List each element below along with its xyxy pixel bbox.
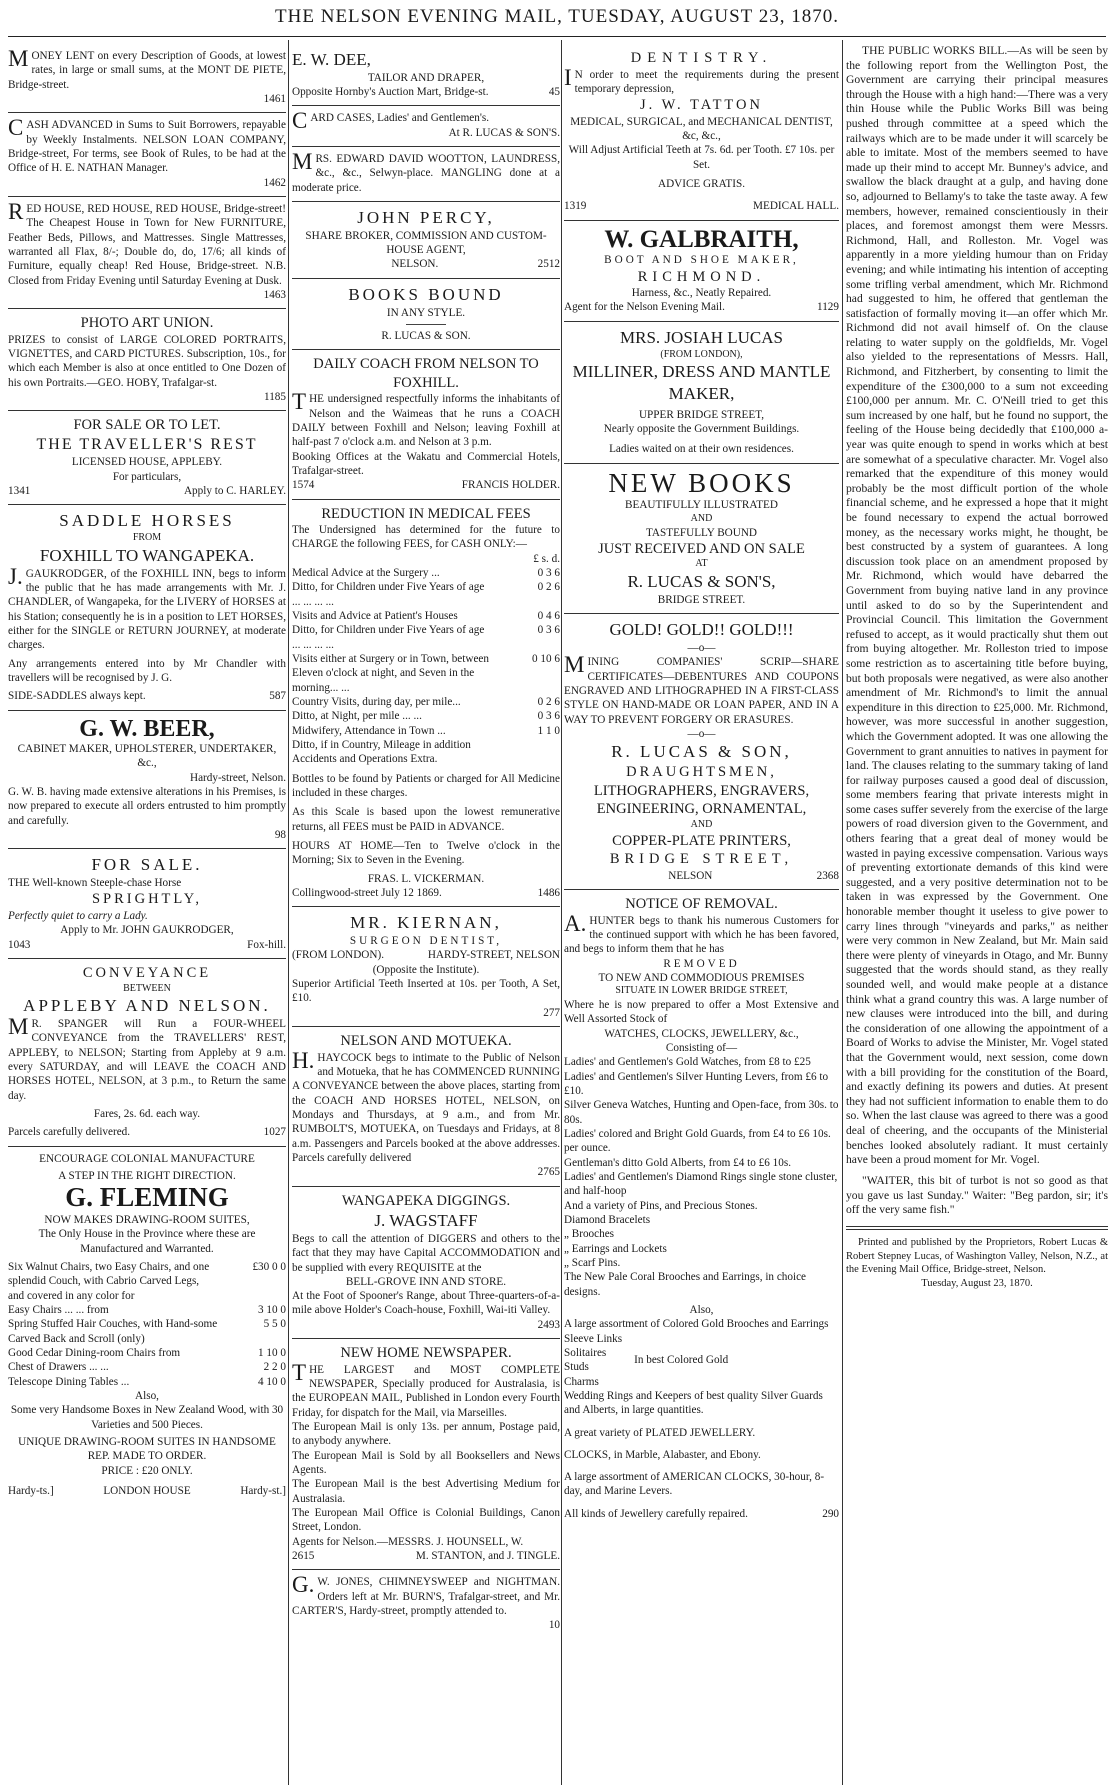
list-item xyxy=(8,1317,286,1346)
ad-notice-of-removal xyxy=(564,890,839,1527)
item-price: 0 2 6 xyxy=(537,581,560,594)
ad-text: The Undersigned has determined for the future to CHARGE the following FEES, for CASH ONLY:— xyxy=(292,524,560,551)
ad-text: Any arrangements entered into by Mr Chandler with travellers will be recognised by J. G. xyxy=(8,657,286,685)
price-list xyxy=(8,1260,286,1389)
list-item xyxy=(8,1375,286,1389)
list-item: Gentleman's ditto Gold Alberts, from £4 to £6 10s. xyxy=(564,1156,791,1169)
ad-number: 1129 xyxy=(817,301,839,314)
ad-text: (Opposite the Institute). xyxy=(372,963,480,976)
ad-name: MR. KIERNAN, xyxy=(350,913,502,933)
ad-text: H.HAYCOCK begs to intimate to the Public of Nelson and Motueka, that he has COMMENCED RUNNING A CONVEYANCE between the above places, starting from the COACH AND HORSES HOTEL, NELSON, on Mondays and Thursdays, at 9 a.m., and from Mr. RUMBOLT'S, MOTUEKA, on Tuesdays and Fridays, at 8 a.m. Passengers and Parcels booked at the above addresses. Parcels carefully delivered xyxy=(292,1047,560,1164)
list-item xyxy=(292,566,560,580)
ad-number: 1027 xyxy=(263,1126,286,1139)
item-price: 1 1 0 xyxy=(537,724,560,737)
ad-subtitle: SURGEON DENTIST, xyxy=(349,935,503,948)
list-item: Sleeve Links xyxy=(564,1332,623,1345)
ad-text: Agents for Nelson.—MESSRS. J. HOUNSELL, W. xyxy=(292,1535,524,1548)
ad-text: Begs to call the attention of DIGGERS and others to the fact that they may have Capital ACCOMMODATION and be supplied with every REQUISITE at the xyxy=(292,1232,560,1274)
ad-subtitle: TAILOR AND DRAPER, xyxy=(367,71,485,84)
ad-text: FROM xyxy=(132,532,162,544)
ad-text: Apply to C. HARLEY. xyxy=(183,485,286,498)
ad-text: Booking Offices at the Wakatu and Commercial Hotels, Trafalgar-street. xyxy=(292,450,560,477)
ad-text: THE LARGEST and MOST COMPLETE NEWSPAPER, Specially produced for Australasia, is the EUROPEAN MAIL, Published in London every Fourth Friday, for dispatch for the Mail, via Marseilles. xyxy=(292,1359,560,1419)
list-item xyxy=(8,1303,286,1317)
ad-text: BETWEEN xyxy=(123,982,171,994)
ad-number: 1486 xyxy=(537,887,560,899)
list-item xyxy=(292,609,560,623)
ad-address: HARDY-STREET, NELSON xyxy=(427,949,560,962)
ad-card-cases xyxy=(292,106,560,147)
ad-title: FOR SALE. xyxy=(91,855,203,875)
ad-text: In best Colored Gold xyxy=(634,1354,729,1367)
ad-text: Some very Handsome Boxes in New Zealand Wood, with 30 Varieties and 500 Pieces. xyxy=(10,1404,284,1431)
ad-text: CARD CASES, Ladies' and Gentlemen's. xyxy=(292,108,490,134)
ad-wangapeka-diggings xyxy=(292,1187,560,1340)
ad-gold-lucas xyxy=(564,614,839,890)
column-1 xyxy=(8,44,286,1784)
ad-text: Ladies waited on at their own residences. xyxy=(609,443,794,456)
ad-text: MONEY LENT on every Description of Goods, at lowest rates, in large or small sums, at the MONT DE PIETE, Bridge-street. xyxy=(8,46,286,91)
ad-subtitle: JUST RECEIVED AND ON SALE xyxy=(598,540,805,557)
list-item: Ladies' colored and Bright Gold Guards, from £4 to £6 10s. per ounce. xyxy=(564,1127,831,1155)
item-description: Six Walnut Chairs, two Easy Chairs, and one splendid Couch, with Cabrio Carved Legs, and covered in any color for xyxy=(8,1261,210,1302)
ad-text: G.W. JONES, CHIMNEYSWEEP and NIGHTMAN. Orders left at Mr. BURN'S, Trafalgar-street, and Mr. CARTER'S, Hardy-street, promptly attended to. xyxy=(292,1572,560,1617)
ad-title: ENCOURAGE COLONIAL MANUFACTURE xyxy=(39,1152,255,1165)
ad-text: Fox-hill. xyxy=(247,938,286,951)
ad-text: Harness, &c., Neatly Repaired. xyxy=(631,287,772,300)
column-rule xyxy=(288,40,289,1785)
list-item: Solitaires xyxy=(564,1346,607,1359)
ad-text: MR. SPANGER will Run a FOUR-WHEEL CONVEYANCE from the TRAVELLERS' REST, APPLEBY, to NELSON; Starting from Appleby at 9 a.m. every SATURDAY, and will LEAVE the COACH AND HORSES HOTEL, NELSON, at 3 p.m., to Return the same day. xyxy=(8,1014,286,1102)
imprint: Printed and published by the Proprietors, Robert Lucas & Robert Stepney Lucas, of Washington Valley, Nelson, N.Z., at the Evening Mail Office, Bridge-street, Nelson. xyxy=(846,1237,1108,1276)
ad-text: G. W. B. having made extensive alterations in his Premises, is now prepared to execute all orders entrusted to him promptly and carefully. xyxy=(8,786,286,827)
ad-subtitle: FOXHILL TO WANGAPEKA. xyxy=(39,545,255,565)
ad-text: Apply to Mr. JOHN GAUKRODGER, xyxy=(60,924,234,937)
ad-subtitle: UNIQUE DRAWING-ROOM SUITES IN HANDSOME REP. MADE TO ORDER. xyxy=(18,1435,276,1463)
list-item: Ladies' and Gentlemen's Diamond Rings single stone cluster, and half-hoop xyxy=(564,1170,838,1198)
list-item xyxy=(8,1346,286,1360)
ad-text: AND xyxy=(690,818,713,830)
ad-subtitle: A STEP IN THE RIGHT DIRECTION. xyxy=(58,1170,236,1183)
item-price: 0 10 6 xyxy=(532,653,560,666)
ad-title: NEW BOOKS xyxy=(608,467,795,498)
ad-title: DENTISTRY. xyxy=(630,50,773,66)
item-price: £30 0 0 xyxy=(252,1261,286,1274)
ad-text: Consisting of— xyxy=(665,1041,738,1054)
ad-money-lent xyxy=(8,44,286,113)
item-description: Easy Chairs ... ... from xyxy=(8,1304,109,1317)
list-item xyxy=(292,580,560,609)
ad-text: SITUATE IN LOWER BRIDGE STREET, xyxy=(615,985,788,997)
list-item: „ Scarf Pins. xyxy=(564,1256,621,1269)
item-description: Ditto, for Children under Five Years of age ... ... ... ... xyxy=(292,581,485,608)
ad-number: 1463 xyxy=(263,288,286,301)
column-2 xyxy=(292,44,560,1784)
list-item: Ladies' and Gentlemen's Gold Watches, from £8 to £25 xyxy=(564,1056,811,1069)
ad-number: 277 xyxy=(543,1006,560,1019)
ad-name: JOHN PERCY, xyxy=(357,208,495,228)
ad-text: MEDICAL HALL. xyxy=(753,200,839,213)
ad-text: The European Mail is the best Advertising Medium for Australasia. xyxy=(292,1478,560,1505)
ad-number: 45 xyxy=(548,86,560,99)
ad-text: FRAS. L. VICKERMAN. xyxy=(367,872,485,885)
fee-columns: £ s. d. xyxy=(533,552,560,565)
ad-text: (FROM LONDON). xyxy=(292,949,384,962)
ad-name: W. GALBRAITH, xyxy=(604,225,799,253)
ad-text: LONDON HOUSE xyxy=(103,1484,191,1497)
item-description: Good Cedar Dining-room Chairs from xyxy=(8,1347,181,1359)
ad-title: GOLD! GOLD!! GOLD!!! xyxy=(609,620,794,640)
ad-text: TASTEFULLY BOUND xyxy=(646,526,757,539)
ad-text: Superior Artificial Teeth Inserted at 10s. per Tooth, A Set, £10. xyxy=(292,978,560,1005)
ad-subtitle: APPLEBY AND NELSON. xyxy=(23,996,271,1016)
ad-text: A great variety of PLATED JEWELLERY. xyxy=(564,1426,756,1439)
ad-text: AND xyxy=(690,512,713,524)
ad-number: 2765 xyxy=(537,1166,560,1179)
ad-text: Wedding Rings and Keepers of best quality Silver Guards and Alberts, in large quantities. xyxy=(564,1389,823,1417)
ad-photo-art-union xyxy=(8,309,286,411)
ad-text: IN order to meet the requirements during the present temporary depression, xyxy=(564,64,839,95)
ad-name: R. LUCAS & SON, xyxy=(611,742,792,762)
ad-number: 1043 xyxy=(8,938,31,951)
ad-wootton-laundress xyxy=(292,147,560,202)
ad-text: Fares, 2s. 6d. each way. xyxy=(93,1108,201,1121)
ad-title: CONVEYANCE xyxy=(82,964,212,981)
ad-title: WANGAPEKA DIGGINGS. xyxy=(341,1192,511,1209)
fee-list xyxy=(292,566,560,767)
ad-text: Also, xyxy=(689,1303,714,1316)
ad-text: CASH ADVANCED in Sums to Suit Borrowers, repayable by Weekly Instalments. NELSON LOAN COMPANY, Bridge-street, For terms, see Book of Rules, to be had at the Office of H. E. NATHAN Manager. xyxy=(8,115,286,175)
ad-text: Where he is now prepared to offer a Most Extensive and Well Assorted Stock of xyxy=(564,998,839,1026)
ad-subtitle: LICENSED HOUSE, APPLEBY. xyxy=(71,456,223,469)
item-price: 0 2 6 xyxy=(537,696,560,709)
ad-text: Hardy-ts.] xyxy=(8,1484,54,1497)
ad-subtitle: SHARE BROKER, COMMISSION AND CUSTOM-HOUSE AGENT, xyxy=(305,229,547,257)
ad-text: HOURS AT HOME—Ten to Twelve o'clock in the Morning; Six to Seven in the Evening. xyxy=(292,840,560,867)
ad-dentistry xyxy=(564,44,839,221)
ad-number: 1574 xyxy=(292,479,315,492)
ad-for-sale-or-let xyxy=(8,411,286,505)
list-item: Silver Geneva Watches, Hunting and Open-face, from 30s. to 80s. xyxy=(564,1099,839,1126)
item-description: Midwifery, Attendance in Town ... xyxy=(292,724,446,737)
article-waiter-joke: "WAITER, this bit of turbot is not so good as that you gave us last Sunday." Waiter: "Beg pardon, sir; it's off the very same fish." xyxy=(846,1173,1108,1217)
ad-text: SIDE-SADDLES always kept. xyxy=(8,690,146,703)
list-item xyxy=(292,709,560,723)
ad-name: E. W. DEE, xyxy=(292,50,371,69)
ad-text: Collingwood-street July 12 1869. xyxy=(292,887,442,899)
ad-medical-fees xyxy=(292,500,560,908)
ad-daily-coach xyxy=(292,350,560,499)
list-item xyxy=(292,724,560,738)
item-description: Ditto, if in Country, Mileage in addition Accidents and Operations Extra. xyxy=(292,739,471,766)
ad-name: SPRIGHTLY, xyxy=(91,891,203,908)
ad-text: RED HOUSE, RED HOUSE, RED HOUSE, Bridge-street! The Cheapest House in Town for New FURNITURE, Feather Beds, Pillows, and Mattresses. Single Mattresses, warranted all Flax, 8/-; Double do, do, 17/6; all kinds of Furniture, equally cheap! Red House, Bridge-street. N.B. Closed from Friday Evening until Saturday Evening at Dusk. xyxy=(8,198,286,287)
ad-title: SADDLE HORSES xyxy=(59,511,235,531)
ad-cash-advanced xyxy=(8,113,286,197)
goods-group xyxy=(564,1332,622,1389)
list-item xyxy=(292,652,560,695)
ad-name: G. FLEMING xyxy=(65,1182,229,1213)
ad-price: PRICE : £20 ONLY. xyxy=(101,1464,193,1477)
ad-name: THE TRAVELLER'S REST xyxy=(36,435,258,453)
ad-text: A large assortment of AMERICAN CLOCKS, 30-hour, 8-day, and Marine Levers. xyxy=(564,1471,825,1498)
ad-text: A large assortment of Colored Gold Brooches and Earrings xyxy=(564,1318,829,1331)
ad-jones-chimneysweep xyxy=(292,1570,560,1638)
ad-text: All kinds of Jewellery carefully repaired. xyxy=(564,1507,748,1520)
item-price: 2 2 0 xyxy=(263,1361,286,1374)
ad-text: PRIZES to consist of LARGE COLORED PORTRAITS, VIGNETTES, and CARD PICTURES. Subscription, 10s., for which each Member is also at once entitled to One Dozen of his own Portraits.—GEO. HOBY, Trafalgar-st. xyxy=(8,333,286,389)
ad-text: The Only House in the Province where these are Manufactured and Warranted. xyxy=(38,1228,256,1255)
ad-title: NEW HOME NEWSPAPER. xyxy=(340,1345,512,1362)
ad-galbraith xyxy=(564,221,839,322)
ad-saddle-horses xyxy=(8,505,286,710)
list-item: Studs xyxy=(564,1361,589,1374)
ad-title: BOOKS BOUND xyxy=(348,284,504,304)
ad-text: Perfectly quiet to carry a Lady. xyxy=(8,910,148,922)
item-price: 0 4 6 xyxy=(537,610,560,623)
ad-subtitle: NOW MAKES DRAWING-ROOM SUITES, xyxy=(44,1214,250,1227)
ad-text: R. LUCAS & SON. xyxy=(381,329,471,342)
ad-text: ENGINEERING, ORNAMENTAL, xyxy=(596,801,807,818)
ad-subtitle: WATCHES, CLOCKS, JEWELLERY, &c., xyxy=(604,1027,799,1040)
ad-text: THE undersigned respectfully informs the inhabitants of Nelson and the Waimeas that he runs a COACH DAILY between Foxhill and Nelson; leaving Foxhill at half-past 7 o'clock a.m. and Nelson at 3 p.m. xyxy=(292,389,560,449)
item-price: 4 10 0 xyxy=(258,1375,286,1388)
item-price: 3 10 0 xyxy=(258,1304,286,1317)
ad-text: At the Foot of Spooner's Range, about Three-quarters-of-a-mile above Holder's Coach-house, Foxhill, Wai-iti Valley. xyxy=(292,1290,560,1317)
ad-title: NOTICE OF REMOVAL. xyxy=(625,896,778,912)
ad-name: R. LUCAS & SON'S, xyxy=(627,572,776,592)
ad-books-bound xyxy=(292,279,560,350)
ad-number: 1319 xyxy=(564,200,587,213)
ad-number: 1185 xyxy=(264,391,286,404)
ad-text: Will Adjust Artificial Teeth at 7s. 6d. per Tooth. £7 10s. per Set. xyxy=(568,144,835,171)
list-item: The New Pale Coral Brooches and Earrings, in choice designs. xyxy=(564,1271,807,1298)
ad-red-house xyxy=(8,197,286,309)
ad-address: UPPER BRIDGE STREET, xyxy=(638,408,765,421)
item-description: Medical Advice at the Surgery ... xyxy=(292,567,440,580)
column-rule xyxy=(561,40,562,1785)
ad-title: PHOTO ART UNION. xyxy=(80,315,214,332)
ad-text: MRS. EDWARD DAVID WOOTTON, LAUNDRESS, &c., &c., Selwyn-place. MANGLING done at a moderate price. xyxy=(292,149,560,194)
ad-kiernan-dentist xyxy=(292,907,560,1027)
ad-name: J. W. TATTON xyxy=(640,97,763,114)
item-description: Chest of Drawers ... ... xyxy=(8,1361,109,1374)
ad-text: MINING COMPANIES' SCRIP—SHARE CERTIFICATES—DEBENTURES AND COUPONS ENGRAVED AND LITHOGRAPHED IN A FIRST-CLASS STYLE ON HAND-MADE OR LOAN PAPER, AND IN A WAY TO PREVENT FORGERY OR ERASURES. xyxy=(564,652,839,726)
item-price: 1 10 0 xyxy=(258,1347,286,1359)
ad-text: (FROM LONDON), xyxy=(660,348,743,360)
ad-number: 1461 xyxy=(263,92,286,105)
ad-conveyance xyxy=(8,959,286,1147)
ad-subtitle: BOOT AND SHOE MAKER, xyxy=(604,254,799,267)
ad-new-home-newspaper xyxy=(292,1339,560,1570)
list-item xyxy=(8,1260,286,1303)
ad-text: The European Mail is only 13s. per annum, Postage paid, to anybody anywhere. xyxy=(292,1421,560,1448)
ad-address: Hardy-street, Nelson. xyxy=(190,771,286,784)
column-rule xyxy=(842,40,843,1785)
ad-subtitle: CABINET MAKER, UPHOLSTERER, UNDERTAKER, &c., xyxy=(17,743,277,770)
list-item: Diamond Bracelets xyxy=(564,1213,651,1226)
ad-text: At R. LUCAS & SON'S. xyxy=(448,126,560,139)
ad-text: ADVICE GRATIS. xyxy=(657,178,745,191)
goods-list xyxy=(564,1055,839,1299)
ad-text: A.HUNTER begs to thank his numerous Customers for the continued support with which he has been favored, and begs to inform them that he has xyxy=(564,910,839,956)
item-description: Visits and Advice at Patient's Houses xyxy=(292,610,458,623)
ad-subtitle: MEDICAL, SURGICAL, and MECHANICAL DENTIST, &c, &c., xyxy=(570,115,833,143)
item-description: Visits either at Surgery or in Town, between Eleven o'clock at night, and Seven in the morning... ... xyxy=(292,653,489,694)
ad-nelson-motueka xyxy=(292,1027,560,1187)
ad-number: 10 xyxy=(548,1619,560,1632)
ad-number: 1462 xyxy=(263,176,286,189)
list-item xyxy=(292,695,560,709)
ad-text: CLOCKS, in Marble, Alabaster, and Ebony. xyxy=(564,1448,761,1461)
item-price: 0 3 6 xyxy=(537,567,560,580)
item-description: Ditto, for Children under Five Years of age ... ... ... ... xyxy=(292,624,485,651)
item-description: Ditto, at Night, per mile ... ... xyxy=(292,710,422,723)
article-public-works-bill: THE PUBLIC WORKS BILL.—As will be seen by the following report from the Wellington Post, the Government are carrying their principal measures through the House with a high hand:—There was a very thin House while the Public Works Bill was being pushed through committee at a speed which the railways which are to be made under it will scarcely be able to imitate. Most of the members seemed to have made up their mind to accept Mr. Bunney's advice, and swallow the black draught at a gulp, and having done so, adjourned to Bellamy's to take the taste away. A few members, however, remained conscientiously in their places, and foremost amongst them were Messrs. Richmond, Hall, and Rolleston. Mr. Vogel was apparently in a more yielding humour than on Friday evening; and while intimating his intention of accepting some trifling verbal amendment, which Mr. Richmond had suggested to him, he offered that gentleman the satisfaction of formally moving it—an offer which Mr. Richmond did not avail himself of. On the clause relating to water supply on the goldfields, Mr. Vogel also yielded to the representations of Messrs. Hall, Richmond, and Fitzherbert, by consenting to limit the expenditure of the £300,000 to a sum not exceeding £100,000 per annum. Mr. C. O'Neill tried to get this sum increased by one half, but he found no support, the feeling of the House being decidedly that £100,000 a-year was quite enough to spend in works which at best are somewhat of a speculative character. Mr. Vogel also remarked that the expenditure of this money would probably be the most difficult portion of the whole financial scheme, and he expressed a hope that it might be found necessary to expend the actual borrowed money, as the necessary works might, he thought, be best constructed by a system of guarantees. A long discussion took place on an amendment proposed by Mr. Richmond, which would have debarred the Government from buying native land in any province until asked to do so by the Superintendent and Provincial Council. This limitation the Government refused to accept, as it would practically shut them out from buying altogether. Mr. Rolleston tried to impose some restriction as to ascertaining title before buying, but both proposals were negatived, as were also another amendment of Mr. Richmond's to limit the annual expenditure in this direction to £25,000. Mr. Richmond, however, was more successful in another suggestion, which the Government adopted. It was one allowing the Government to grant annuities to natives in payment for land. The clauses relating to the summary taking of land for railway purposes caused a good deal of discussion, some members fearing that private interests might in some cases suffer severely from the exercise of the large powers of road diversion given to the Government, and others fearing that a great deal of money would be wasted in paying excessive compensation. Various ways of preventing extortionate demands of this kind were suggested, and a very positive determination not to be taken in was expressed by the Government. One honorable member thought it useless to give power to carry lines through "vineyards and parks," as neither were very common in New Zealand, but Mr. Main said there were plenty of vineyards in Otago, and Mr. Bunny suggested that the words should stand, as they really sounded well, and would make people at a distance think what a grand country this was. A large number of new clauses were introduced into the bill, and during the consideration of one allowing the appointment of a Board of Works to advise the Minister, Mr. Vogel stated that the Government would, next session, come down with a bill providing for the constitution of the Board, and exactly defining its powers and duties. At present they had not sufficient information to enable them to do so. When the last clause was agreed to there was a good deal of cheering, and the occupants of the Ministerial benches looked absolutely radiant. It must certainly have been a proud moment for Mr. Vogel. xyxy=(846,44,1108,1167)
column-4 xyxy=(846,44,1108,1784)
ad-text: For particulars, xyxy=(112,470,182,483)
list-item: Charms xyxy=(564,1375,599,1388)
ad-number: 2368 xyxy=(816,869,839,882)
ad-mrs-lucas xyxy=(564,322,839,464)
list-item: „ Brooches xyxy=(564,1228,615,1241)
list-item: Ladies' and Gentlemen's Silver Hunting Levers, from £6 to £10. xyxy=(564,1070,829,1097)
ad-text: NELSON. xyxy=(391,258,439,271)
ad-text: Parcels carefully delivered. xyxy=(8,1126,131,1139)
divider-o: —o— xyxy=(687,728,716,741)
ad-text: Also, xyxy=(135,1389,159,1402)
ad-text: COPPER-PLATE PRINTERS, xyxy=(612,832,791,849)
imprint-date: Tuesday, August 23, 1870. xyxy=(921,1277,1033,1289)
ad-title: NELSON AND MOTUEKA. xyxy=(340,1033,512,1050)
divider xyxy=(846,1226,1108,1230)
ad-new-books xyxy=(564,464,839,615)
ad-beer-cabinet xyxy=(8,711,286,850)
ad-subtitle: TO NEW AND COMMODIOUS PREMISES xyxy=(598,971,805,984)
ad-number: 98 xyxy=(274,829,286,842)
ad-text: THE Well-known Steeple-chase Horse xyxy=(8,877,182,890)
ad-text: Agent for the Nelson Evening Mail. xyxy=(564,301,725,314)
item-description: Spring Stuffed Hair Couches, with Hand-some Carved Back and Scroll (only) xyxy=(8,1318,218,1345)
list-item: „ Earrings and Lockets xyxy=(564,1242,667,1255)
masthead-rule xyxy=(8,36,1106,37)
ad-text: AT xyxy=(695,558,708,570)
ad-number: 587 xyxy=(269,690,286,703)
item-price: 5 5 0 xyxy=(263,1318,286,1331)
ad-number: 2512 xyxy=(537,258,560,271)
list-item: And a variety of Pins, and Precious Stones. xyxy=(564,1199,758,1212)
item-price xyxy=(492,738,560,767)
ad-text: DRAUGHTSMEN, xyxy=(626,764,777,781)
ad-subtitle: BELL-GROVE INN AND STORE. xyxy=(345,1275,507,1288)
ad-fleming xyxy=(8,1147,286,1505)
ad-number: 2615 xyxy=(292,1549,315,1562)
ad-text: FRANCIS HOLDER. xyxy=(461,479,560,492)
ad-title: FOR SALE OR TO LET. xyxy=(73,417,221,434)
item-price: 0 3 6 xyxy=(537,624,560,637)
ad-text: Bottles to be found by Patients or charged for All Medicine included in these charges. xyxy=(292,772,560,800)
list-item xyxy=(292,623,560,652)
column-3 xyxy=(564,44,839,1784)
ad-text: BEAUTIFULLY ILLUSTRATED xyxy=(625,499,778,512)
ad-text: NELSON xyxy=(668,869,713,882)
masthead: THE NELSON EVENING MAIL, TUESDAY, AUGUST 23, 1870. xyxy=(275,6,839,27)
ad-text: REMOVED xyxy=(663,957,740,970)
item-description: Country Visits, during day, per mile... xyxy=(292,696,461,709)
ad-text: Nearly opposite the Government Buildings. xyxy=(603,423,800,436)
ad-text: The European Mail is Sold by all Booksellers and News Agents. xyxy=(292,1449,560,1476)
ad-number: 290 xyxy=(822,1507,839,1520)
item-price: 0 3 6 xyxy=(537,710,560,723)
ad-number: 2493 xyxy=(537,1318,560,1331)
ad-for-sale-horse xyxy=(8,849,286,959)
ad-name: J. WAGSTAFF xyxy=(374,1211,478,1231)
list-item xyxy=(292,738,560,767)
ad-text: M. STANTON, and J. TINGLE. xyxy=(415,1549,560,1562)
ad-text: J.GAUKRODGER, of the FOXHILL INN, begs to inform the public that he has made arrangements with Mr. J. CHANDLER, of Wangapeka, for the LIVERY of HORSES at his Station; consequently he is in a position to LET HORSES, either for the SINGLE or RETURN JOURNEY, at moderate charges. xyxy=(8,563,286,652)
divider-o: —o— xyxy=(687,642,716,655)
ad-john-percy xyxy=(292,202,560,279)
ad-title: DAILY COACH FROM NELSON TO FOXHILL. xyxy=(313,356,539,391)
ad-text: LITHOGRAPHERS, ENGRAVERS, xyxy=(593,782,810,799)
ad-address: Opposite Hornby's Auction Mart, Bridge-st. xyxy=(292,86,489,99)
list-item xyxy=(8,1360,286,1374)
divider xyxy=(406,324,446,325)
ad-number: 1341 xyxy=(8,485,31,498)
item-description: Telescope Dining Tables ... xyxy=(8,1375,130,1388)
ad-text: Hardy-st.] xyxy=(240,1484,286,1497)
ad-title: REDUCTION IN MEDICAL FEES xyxy=(321,505,531,522)
ad-subtitle: IN ANY STYLE. xyxy=(386,306,466,319)
ad-address: BRIDGE STREET. xyxy=(657,594,746,607)
ad-subtitle: MILLINER, DRESS AND MANTLE MAKER, xyxy=(572,362,831,404)
ad-text: The European Mail Office is Colonial Buildings, Canon Street, London. xyxy=(292,1506,560,1534)
ad-name: MRS. JOSIAH LUCAS xyxy=(620,327,783,347)
ad-text: RICHMOND. xyxy=(637,268,766,285)
ad-text: As this Scale is based upon the lowest remunerative returns, all FEES must be PAID in ADVANCE. xyxy=(292,806,560,833)
ad-dee-tailor xyxy=(292,44,560,106)
ad-address: BRIDGE STREET, xyxy=(609,851,794,868)
ad-name: G. W. BEER, xyxy=(79,715,215,742)
